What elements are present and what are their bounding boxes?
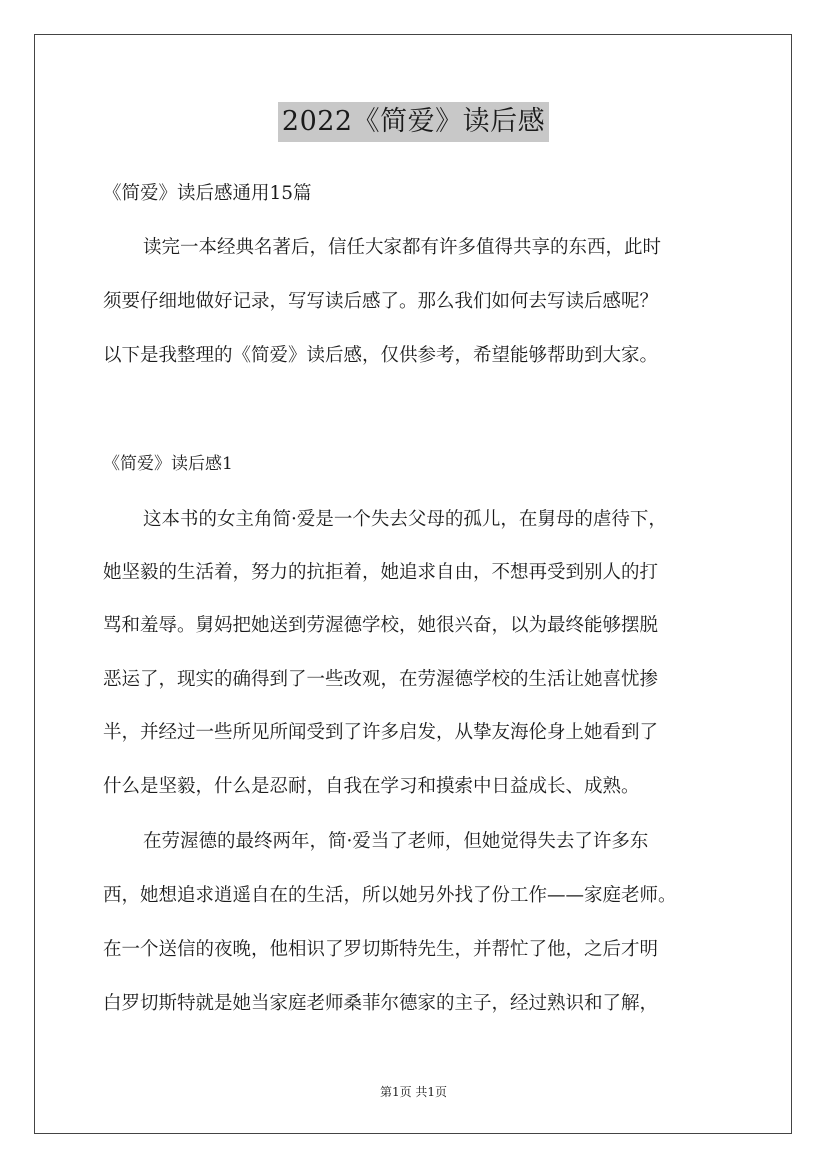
paragraph1-line-4: 恶运了，现实的确得到了一些改观，在劳渥德学校的生活让她喜忧掺 bbox=[103, 669, 659, 690]
paragraph2-line-2: 西，她想追求逍遥自在的生活，所以她另外找了份工作——家庭老师。 bbox=[103, 885, 677, 906]
paragraph1-line-1: 这本书的女主角简·爱是一个失去父母的孤儿，在舅母的虐待下， bbox=[143, 509, 667, 530]
title-container bbox=[0, 102, 827, 142]
intro-line-2: 须要仔细地做好记录，写写读后感了。那么我们如何去写读后感呢？ bbox=[103, 291, 659, 312]
paragraph2-line-1: 在劳渥德的最终两年，简·爱当了老师，但她觉得失去了许多东 bbox=[143, 831, 649, 852]
intro-line-1: 读完一本经典名著后，信任大家都有许多值得共享的东西，此时 bbox=[143, 237, 662, 258]
section-heading: 《简爱》读后感1 bbox=[103, 454, 233, 474]
paragraph1-line-5: 半，并经过一些所见所闻受到了许多启发，从挚友海伦身上她看到了 bbox=[103, 722, 659, 743]
page-footer: 第1页 共1页 bbox=[379, 1085, 448, 1099]
document-subtitle: 《简爱》读后感通用15篇 bbox=[103, 183, 312, 204]
document-title: 2022《简爱》读后感 bbox=[278, 102, 549, 142]
paragraph1-line-2: 她坚毅的生活着，努力的抗拒着，她追求自由，不想再受到别人的打 bbox=[103, 562, 659, 583]
paragraph2-line-4: 白罗切斯特就是她当家庭老师桑菲尔德家的主子，经过熟识和了解， bbox=[103, 993, 659, 1014]
paragraph2-line-3: 在一个送信的夜晚，他相识了罗切斯特先生，并帮忙了他，之后才明 bbox=[103, 939, 659, 960]
intro-line-3: 以下是我整理的《简爱》读后感，仅供参考，希望能够帮助到大家。 bbox=[103, 345, 659, 366]
paragraph1-line-3: 骂和羞辱。舅妈把她送到劳渥德学校，她很兴奋，以为最终能够摆脱 bbox=[103, 615, 659, 636]
paragraph1-line-6: 什么是坚毅，什么是忍耐，自我在学习和摸索中日益成长、成熟。 bbox=[103, 776, 640, 797]
